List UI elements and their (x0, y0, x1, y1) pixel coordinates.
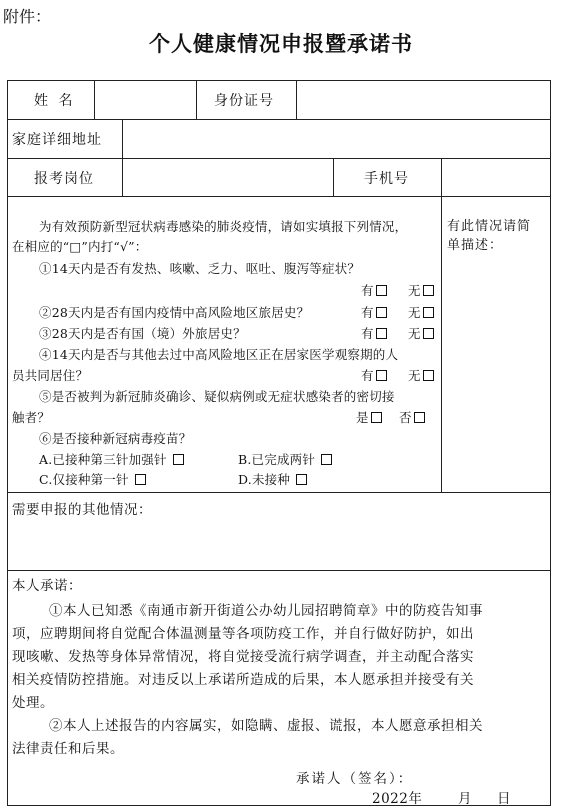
table-border-left (7, 80, 8, 805)
vaccine-option-c-checkbox[interactable] (135, 474, 146, 485)
position-field[interactable] (123, 159, 332, 195)
pledge-label: 本人承诺： (12, 578, 82, 594)
q2-yes-option[interactable] (361, 303, 387, 321)
attachment-label: 附件： (3, 7, 52, 26)
q1-yes-option[interactable] (361, 281, 387, 299)
date-month: 月 (458, 791, 472, 807)
question-4-cont: 员共同居住？ (12, 368, 89, 383)
vaccine-option-a[interactable] (39, 450, 184, 468)
vaccine-option-c-label: C.仅接种第一针 (39, 472, 129, 487)
q2-no-checkbox[interactable] (423, 307, 434, 318)
q4-yes-checkbox[interactable] (376, 370, 387, 381)
question-1: ①14天内是否有发热、咳嗽、乏力、呕吐、腹泻等症状？ (39, 261, 361, 276)
q5-yes-option[interactable] (356, 408, 382, 426)
q3-no-checkbox[interactable] (423, 328, 434, 339)
q1-no-option[interactable] (408, 281, 434, 299)
vaccine-option-d-label: D.未接种 (238, 472, 291, 487)
address-field[interactable] (123, 120, 549, 157)
id-number-field[interactable] (297, 81, 549, 118)
vaccine-option-b-label: B.已完成两针 (238, 452, 316, 467)
question-5-cont: 触者？ (12, 410, 51, 425)
vaccine-option-a-checkbox[interactable] (173, 454, 184, 465)
q2-no-label: 无 (408, 305, 421, 320)
q4-yes-option[interactable] (361, 366, 387, 384)
signer-label: 承诺人（签名）： (296, 771, 414, 787)
pledge-paragraph-1-line: ①本人已知悉《南通市新开街道公办幼儿园招聘简章》中的防疫告知事 (49, 603, 483, 619)
question-5: ⑤是否被判为新冠肺炎确诊、疑似病例或无症状感染者的密切接 (39, 389, 395, 404)
pledge-paragraph-2-line: 法律责任和后果。 (12, 741, 124, 757)
table-border-right (550, 80, 551, 805)
q4-yes-label: 有 (361, 368, 374, 383)
pledge-paragraph-1-line: 相关疫情防控措施。对违反以上承诺所造成的后果，本人愿承担并接受有关 (12, 672, 474, 688)
question-2: ②28天内是否有国内疫情中高风险地区旅居史？ (39, 305, 310, 320)
vaccine-option-d-checkbox[interactable] (296, 474, 307, 485)
page-title: 个人健康情况申报暨承诺书 (149, 31, 413, 56)
intro-line: 为有效预防新型冠状病毒感染的肺炎疫情，请如实填报下列情况， (39, 219, 408, 234)
vaccine-option-a-label: A.已接种第三针加强针 (39, 452, 167, 467)
q5-no-option[interactable] (399, 408, 425, 426)
q1-no-checkbox[interactable] (423, 285, 434, 296)
name-field[interactable] (95, 81, 195, 118)
pledge-paragraph-2-line: ②本人上述报告的内容属实，如隐瞒、虚报、谎报，本人愿意承担相关 (49, 718, 483, 734)
row-divider (7, 196, 551, 197)
q3-no-label: 无 (408, 326, 421, 341)
q4-no-label: 无 (408, 368, 421, 383)
other-info-label: 需要申报的其他情况： (12, 502, 152, 518)
q4-no-checkbox[interactable] (423, 370, 434, 381)
signature-field[interactable] (425, 762, 545, 784)
phone-label: 手机号 (364, 171, 409, 187)
q5-no-checkbox[interactable] (414, 412, 425, 423)
id-number-label: 身份证号 (214, 93, 274, 109)
pledge-paragraph-1-line: 处理。 (12, 695, 54, 711)
description-field[interactable] (442, 255, 549, 491)
q1-yes-label: 有 (361, 283, 374, 298)
q2-no-option[interactable] (408, 303, 434, 321)
vaccine-option-d[interactable] (238, 470, 307, 488)
date-day: 日 (497, 791, 511, 807)
other-info-field[interactable] (8, 516, 549, 569)
q2-yes-label: 有 (361, 305, 374, 320)
row-divider (7, 492, 551, 493)
q3-no-option[interactable] (408, 324, 434, 342)
phone-field[interactable] (442, 159, 549, 195)
col-divider (196, 80, 197, 119)
question-3: ③28天内是否有国（境）外旅居史？ (39, 326, 246, 341)
intro-line: 在相应的“□”内打“√”： (12, 239, 148, 254)
q3-yes-option[interactable] (361, 324, 387, 342)
pledge-paragraph-1-line: 现咳嗽、发热等身体异常情况，将自觉接受流行病学调查，并主动配合落实 (12, 649, 474, 665)
side-note-line: 单描述： (447, 238, 504, 253)
q3-yes-label: 有 (361, 326, 374, 341)
pledge-paragraph-1-line: 项，应聘期间将自觉配合体温测量等各项防疫工作，并自行做好防护，如出 (12, 626, 474, 642)
col-divider (333, 158, 334, 196)
q5-yes-label: 是 (356, 410, 369, 425)
q5-no-label: 否 (399, 410, 412, 425)
name-label: 姓 名 (34, 93, 76, 109)
q1-yes-checkbox[interactable] (376, 285, 387, 296)
vaccine-option-b-checkbox[interactable] (321, 454, 332, 465)
address-label: 家庭详细地址 (12, 132, 102, 148)
q1-no-label: 无 (408, 283, 421, 298)
q5-yes-checkbox[interactable] (371, 412, 382, 423)
q2-yes-checkbox[interactable] (376, 307, 387, 318)
vaccine-option-b[interactable] (238, 450, 332, 468)
position-label: 报考岗位 (34, 171, 94, 187)
date-year: 2022年 (372, 791, 423, 807)
question-4: ④14天内是否与其他去过中高风险地区正在居家医学观察期的人 (39, 347, 399, 362)
row-divider (7, 570, 551, 571)
side-note-line: 有此情况请简 (447, 219, 532, 234)
q3-yes-checkbox[interactable] (376, 328, 387, 339)
q4-no-option[interactable] (408, 366, 434, 384)
question-6: ⑥是否接种新冠病毒疫苗？ (39, 431, 192, 446)
vaccine-option-c[interactable] (39, 470, 146, 488)
